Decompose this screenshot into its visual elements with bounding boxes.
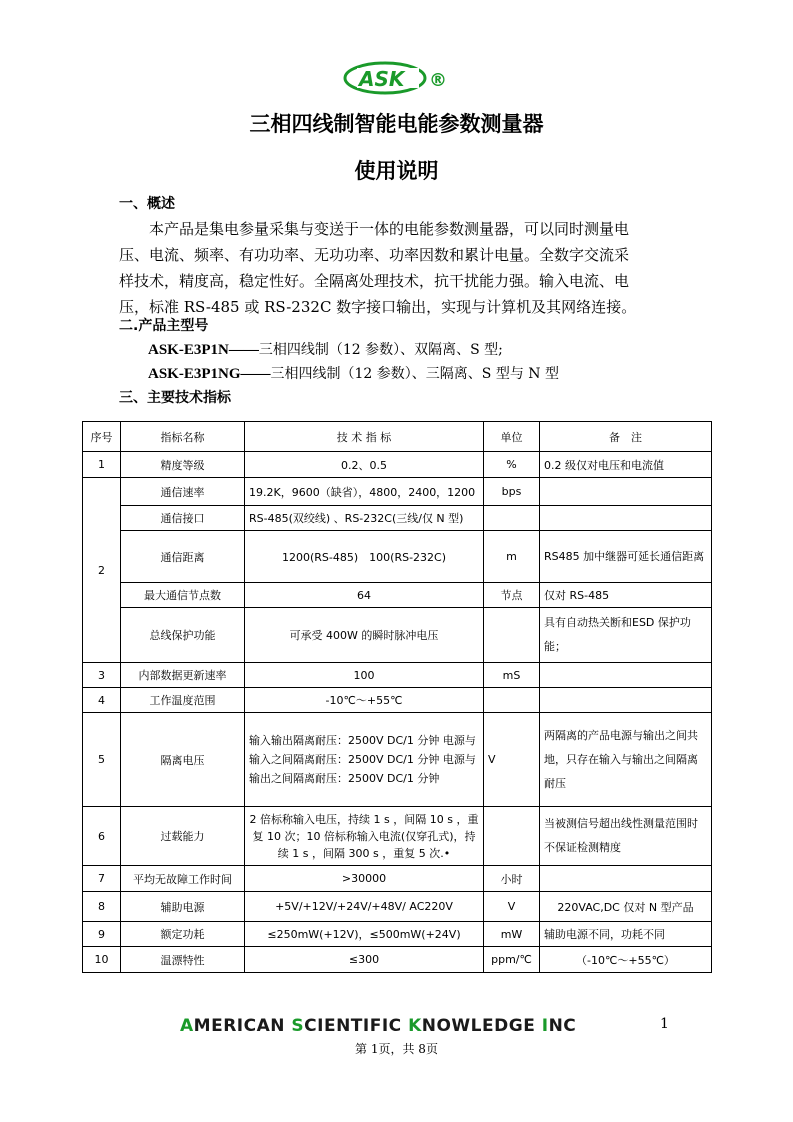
table-row <box>83 713 712 807</box>
cell-name: 内部数据更新速率 <box>121 663 245 688</box>
cell-spec: 19.2K，9600（缺省），4800，2400，1200 <box>245 478 484 506</box>
cell-spec: +5V/+12V/+24V/+48V/ AC220V <box>245 892 484 922</box>
cell-note: （-10℃～+55℃） <box>540 947 712 973</box>
footer-word: CIENTIFIC <box>304 1016 409 1036</box>
column-header: 序号 <box>83 422 121 452</box>
cell-note <box>540 506 712 531</box>
column-header: 技 术 指 标 <box>245 422 484 452</box>
registered-mark: ® <box>429 70 447 91</box>
overview-line: 本产品是集电参量采集与变送于一体的电能参数测量器，可以同时测量电 <box>149 220 630 238</box>
cell-note <box>540 866 712 892</box>
cell-name: 隔离电压 <box>121 713 245 807</box>
overview-line: 样技术，精度高，稳定性好。全隔离处理技术，抗干扰能力强。输入电流、电 <box>119 272 630 290</box>
cell-unit: mS <box>484 663 540 688</box>
document-subtitle: 使用说明 <box>354 159 439 183</box>
cell-unit <box>484 608 540 663</box>
footer-word: NOWLEDGE <box>421 1016 542 1036</box>
cell-no: 1 <box>83 452 121 478</box>
spec-table <box>82 421 712 973</box>
table-row <box>83 688 712 713</box>
cell-name: 额定功耗 <box>121 922 245 947</box>
model-item <box>148 363 559 383</box>
cell-unit: ppm/℃ <box>484 947 540 973</box>
table-row <box>83 608 712 663</box>
cell-unit: 小时 <box>484 866 540 892</box>
cell-unit: 节点 <box>484 583 540 608</box>
cell-unit: mW <box>484 922 540 947</box>
section-heading-overview: 一、概述 <box>119 196 175 212</box>
cell-spec: 0.2、0.5 <box>245 452 484 478</box>
cell-note: 220VAC,DC 仅对 N 型产品 <box>540 892 712 922</box>
cell-note: 具有自动热关断和ESD 保护功能； <box>540 608 712 663</box>
table-row <box>83 947 712 973</box>
cell-no: 5 <box>83 713 121 807</box>
column-header: 指标名称 <box>121 422 245 452</box>
footer-initial: I <box>541 1016 549 1036</box>
cell-spec: 64 <box>245 583 484 608</box>
cell-spec: 100 <box>245 663 484 688</box>
cell-spec: 可承受 400W 的瞬时脉冲电压 <box>245 608 484 663</box>
overview-line: 压、电流、频率、有功功率、无功功率、功率因数和累计电量。全数字交流采 <box>119 246 630 264</box>
cell-note <box>540 478 712 506</box>
cell-name: 工作温度范围 <box>121 688 245 713</box>
cell-name: 辅助电源 <box>121 892 245 922</box>
cell-spec: 2 倍标称输入电压，持续 1 s ，间隔 10 s ，重复 10 次；10 倍标称输入电流(仅穿孔式)，持续 1 s ，间隔 300 s ，重复 5 次.• <box>245 807 484 866</box>
cell-unit <box>484 688 540 713</box>
table-row <box>83 478 712 506</box>
cell-spec: RS-485(双绞线) 、RS-232C(三线/仅 N 型) <box>245 506 484 531</box>
cell-note: 仅对 RS-485 <box>540 583 712 608</box>
cell-no: 8 <box>83 892 121 922</box>
cell-spec: >30000 <box>245 866 484 892</box>
cell-name: 总线保护功能 <box>121 608 245 663</box>
table-row <box>83 866 712 892</box>
table-row <box>83 807 712 866</box>
section-heading-models: 二.产品主型号 <box>119 318 209 334</box>
table-row <box>83 892 712 922</box>
table-row <box>83 922 712 947</box>
table-header-row <box>83 422 712 452</box>
footer-word: MERICAN <box>193 1016 292 1036</box>
table-row <box>83 583 712 608</box>
table-row <box>83 506 712 531</box>
model-code: ASK-E3P1NG—— <box>148 366 271 382</box>
model-desc: 三相四线制（12 参数）、三隔离、S 型与 N 型 <box>270 366 559 382</box>
document-title: 三相四线制智能电能参数测量器 <box>249 112 544 136</box>
cell-name: 通信距离 <box>121 531 245 583</box>
cell-note: 0.2 级仅对电压和电流值 <box>540 452 712 478</box>
company-logo <box>343 58 453 98</box>
overview-paragraph <box>119 216 679 320</box>
table-row <box>83 452 712 478</box>
footer-initial: S <box>291 1016 305 1036</box>
cell-name: 温漂特性 <box>121 947 245 973</box>
cell-name: 平均无故障工作时间 <box>121 866 245 892</box>
cell-spec: ≤300 <box>245 947 484 973</box>
cell-unit: % <box>484 452 540 478</box>
cell-no: 10 <box>83 947 121 973</box>
model-desc: 三相四线制（12 参数）、双隔离、S 型; <box>258 342 503 358</box>
cell-spec: ≤250mW(+12V)，≤500mW(+24V) <box>245 922 484 947</box>
footer-company-name <box>180 1016 576 1036</box>
cell-no: 6 <box>83 807 121 866</box>
cell-name: 通信速率 <box>121 478 245 506</box>
model-item <box>148 339 503 359</box>
cell-note: RS485 加中继器可延长通信距离 <box>540 531 712 583</box>
page-info: 第 1页，共 8页 <box>355 1042 438 1056</box>
cell-no: 7 <box>83 866 121 892</box>
cell-note: 两隔离的产品电源与输出之间共地，只存在输入与输出之间隔离耐压 <box>540 713 712 807</box>
footer-initial: A <box>180 1016 194 1036</box>
column-header: 单位 <box>484 422 540 452</box>
page-number: 1 <box>660 1016 669 1032</box>
overview-line: 压，标准 RS-485 或 RS-232C 数字接口输出，实现与计算机及其网络连接。 <box>119 298 637 316</box>
column-header: 备 注 <box>540 422 712 452</box>
table-row <box>83 663 712 688</box>
cell-note <box>540 663 712 688</box>
cell-spec: -10℃～+55℃ <box>245 688 484 713</box>
cell-note <box>540 688 712 713</box>
cell-unit: bps <box>484 478 540 506</box>
cell-unit <box>484 506 540 531</box>
cell-spec: 1200(RS-485) 100(RS-232C) <box>245 531 484 583</box>
cell-unit: m <box>484 531 540 583</box>
cell-no: 4 <box>83 688 121 713</box>
logo-text: ASK <box>359 67 405 91</box>
cell-unit <box>484 807 540 866</box>
cell-spec: 输入输出隔离耐压：2500V DC/1 分钟 电源与输入之间隔离耐压：2500V DC/1 分钟 电源与输出之间隔离耐压：2500V DC/1 分钟 <box>245 713 484 807</box>
cell-unit: V <box>484 713 540 807</box>
cell-no: 9 <box>83 922 121 947</box>
cell-unit: V <box>484 892 540 922</box>
cell-name: 最大通信节点数 <box>121 583 245 608</box>
cell-note: 当被测信号超出线性测量范围时不保证检测精度 <box>540 807 712 866</box>
cell-note: 辅助电源不同，功耗不同 <box>540 922 712 947</box>
cell-name: 通信接口 <box>121 506 245 531</box>
section-heading-specs: 三、主要技术指标 <box>119 390 231 406</box>
footer-word: NC <box>548 1016 577 1036</box>
cell-no: 2 <box>83 478 121 663</box>
footer-initial: K <box>408 1016 422 1036</box>
cell-name: 过载能力 <box>121 807 245 866</box>
table-row <box>83 531 712 583</box>
model-code: ASK-E3P1N—— <box>148 342 259 358</box>
cell-name: 精度等级 <box>121 452 245 478</box>
cell-no: 3 <box>83 663 121 688</box>
